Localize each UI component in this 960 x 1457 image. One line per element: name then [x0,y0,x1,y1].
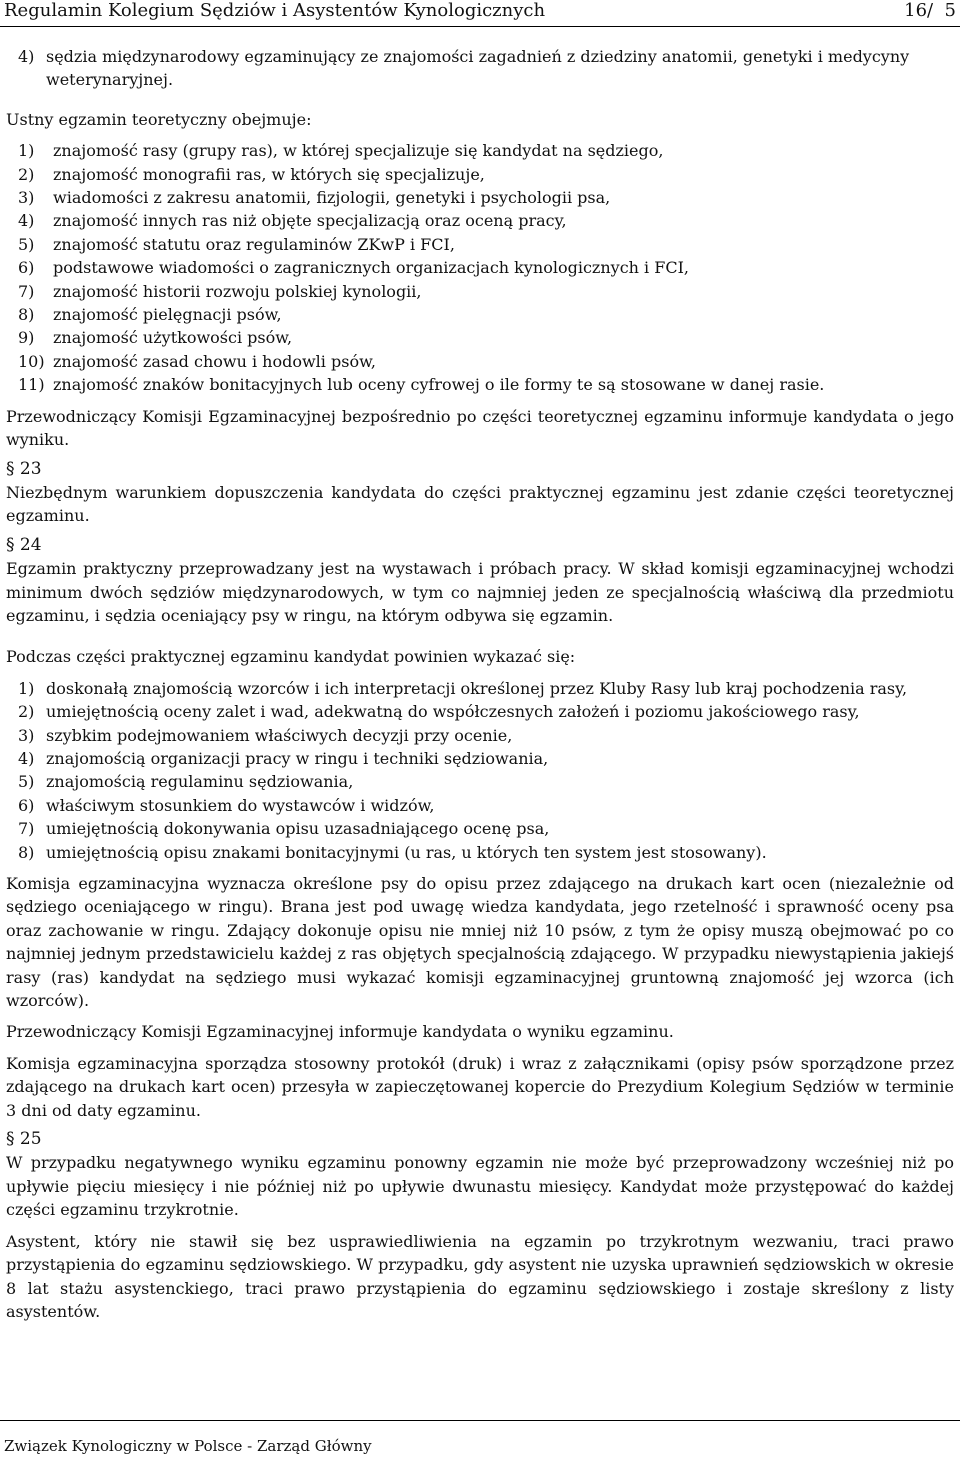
section-heading-25: § 25 [6,1129,42,1150]
page-content [6,45,954,1323]
list-item-number: 1) [18,141,35,161]
paragraph: Komisja egzaminacyjna wyznacza określone psy do opisu przez zdającego na drukach kart ocen (niezależnie od sędziego oceniającego w ringu). Brana jest pod uwagę wiedza kandydata, jego rzetelność i sprawność oceny psa oraz zachowanie w ringu. Zdający dokonuje opisu nie mniej niż 10 psów, z tym że opisy muszą obejmować po co najmniej jednym przedstawicielu każdej z ras objętych specjalnością zdającego. W przypadku niewystąpienia jakiejś rasy (ras) kandydat na sędziego musi wykazać komisji egzaminacyjnej gruntowną znajomość jej wzorca (ich wzorców). [6,874,954,1011]
list-item-number: 6) [18,795,35,815]
list-item-text: wiadomości z zakresu anatomii, fizjologii, genetyki i psychologii psa, [53,188,611,208]
list-item-number: 11) [18,375,45,395]
list-item-number: 3) [18,188,35,208]
list-item-number: 8) [18,305,35,325]
list-item-text: szybkim podejmowaniem właściwych decyzji przy ocenie, [46,725,513,745]
list-item-text: znajomość innych ras niż objęte specjalizacją oraz oceną pracy, [53,211,567,231]
page-footer [0,1420,960,1455]
section-heading-23: § 23 [6,458,42,479]
document-title: Regulamin Kolegium Sędziów i Asystentów Kynologicznych [4,0,546,21]
list-item-number: 5) [18,234,35,254]
list-item-text: podstawowe wiadomości o zagranicznych organizacjach kynologicznych i FCI, [53,258,689,278]
list-item [6,163,954,186]
list-item-number: 1) [18,678,35,698]
page-number: 16/ 5 [904,0,956,21]
list-item-text: znajomość pielęgnacji psów, [53,305,282,325]
list-item-text: sędzia międzynarodowy egzaminujący ze znajomości zagadnień z dziedziny anatomii, genetyki i medycyny weterynaryjnej. [46,47,910,90]
paragraph: Niezbędnym warunkiem dopuszczenia kandydata do części praktycznej egzaminu jest zdanie części teoretycznej egzaminu. [6,482,954,526]
footer-text: Związek Kynologiczny w Polsce - Zarząd Główny [4,1437,372,1455]
list-item [6,747,954,770]
paragraph: Przewodniczący Komisji Egzaminacyjnej informuje kandydata o wyniku egzaminu. [6,1022,674,1042]
oral-exam-list [6,139,954,396]
paragraph: Egzamin praktyczny przeprowadzany jest na wystawach i próbach pracy. W skład komisji egzaminacyjnej wchodzi minimum dwóch sędziów międzynarodowych, w tym co najmniej jeden ze specjalnością właściwą dla przedmiotu egzaminu, i sędzia oceniający psy w ringu, na którym odbywa się egzamin. [6,559,954,625]
list-item [6,700,954,723]
list-item-number: 9) [18,328,35,348]
list-item-text: znajomość znaków bonitacyjnych lub oceny cyfrowej o ile formy te są stosowane w danej rasie. [53,375,825,395]
list-item [6,209,954,232]
list-item-number: 5) [18,772,35,792]
paragraph: Asystent, który nie stawił się bez usprawiedliwienia na egzamin po trzykrotnym wezwaniu, traci prawo przystąpienia do egzaminu sędziowskiego. W przypadku, gdy asystent nie uzyska uprawnień sędziowskich w okresie 8 lat stażu asystenckiego, traci prawo przystąpienia do egzaminu sędziowskiego i zostaje skreślony z listy asystentów. [6,1231,954,1321]
list-item [6,770,954,793]
list-item-number: 10) [18,351,45,371]
list-item-text: doskonałą znajomością wzorców i ich interpretacji określonej przez Kluby Rasy lub kraj pochodzenia rasy, [46,678,908,698]
list-item-text: znajomość użytkowości psów, [53,328,293,348]
list-item [6,303,954,326]
list-item-text: znajomością organizacji pracy w ringu i techniki sędziowania, [46,748,549,768]
list-item-number: 4) [18,748,35,768]
list-item-number: 7) [18,819,35,839]
list-item [6,326,954,349]
paragraph: Komisja egzaminacyjna sporządza stosowny protokół (druk) i wraz z załącznikami (opisy psów sporządzone przez zdającego na drukach kart ocen) przesyła w zapieczętowanej kopercie do Prezydium Kolegium Sędziów w terminie 3 dni od daty egzaminu. [6,1053,954,1120]
list-item [6,724,954,747]
list-item-number: 4) [18,47,35,66]
list-item [6,841,954,864]
intro-list [6,45,954,92]
list-item-text: znajomością regulaminu sędziowania, [46,772,354,792]
list-item-number: 7) [18,281,35,301]
list-item-text: znajomość rasy (grupy ras), w której specjalizuje się kandydat na sędziego, [53,141,664,161]
list-item [6,186,954,209]
list-item-text: znajomość statutu oraz regulaminów ZKwP i FCI, [53,234,455,254]
page-header [0,0,960,27]
list-item-text: umiejętnością dokonywania opisu uzasadniającego ocenę psa, [46,819,550,839]
list-item-text: znajomość historii rozwoju polskiej kynologii, [53,281,422,301]
list-item-text: właściwym stosunkiem do wystawców i widzów, [46,795,435,815]
list-item [6,373,954,396]
list-item [6,794,954,817]
list-item [6,677,954,700]
list-item-text: umiejętnością opisu znakami bonitacyjnymi (u ras, u których ten system jest stosowany). [46,842,767,862]
list-item-text: znajomość zasad chowu i hodowli psów, [53,351,376,371]
list-item-number: 3) [18,725,35,745]
paragraph: W przypadku negatywnego wyniku egzaminu ponowny egzamin nie może być przeprowadzony wcześniej niż po upływie pięciu miesięcy i nie później niż po upływie dwunastu miesięcy. Kandydat może przystępować do każdej części egzaminu trzykrotnie. [6,1153,954,1220]
list-item-number: 8) [18,842,35,862]
list-item [6,45,954,92]
paragraph: Przewodniczący Komisji Egzaminacyjnej bezpośrednio po części teoretycznej egzaminu informuje kandydata o jego wyniku. [6,406,954,450]
list-item-number: 2) [18,164,35,184]
practical-exam-heading: Podczas części praktycznej egzaminu kandydat powinien wykazać się: [6,647,576,667]
list-item [6,233,954,256]
list-item [6,256,954,279]
oral-exam-heading: Ustny egzamin teoretyczny obejmuje: [6,109,312,129]
list-item [6,350,954,373]
list-item-number: 4) [18,211,35,231]
section-heading-24: § 24 [6,534,42,555]
list-item-number: 6) [18,258,35,278]
practical-exam-list [6,677,954,864]
list-item-text: umiejętnością oceny zalet i wad, adekwatną do współczesnych założeń i poziomu jakościowego rasy, [46,702,860,722]
list-item [6,817,954,840]
list-item-number: 2) [18,702,35,722]
list-item [6,280,954,303]
list-item [6,139,954,162]
list-item-text: znajomość monografii ras, w których się specjalizuje, [53,164,485,184]
